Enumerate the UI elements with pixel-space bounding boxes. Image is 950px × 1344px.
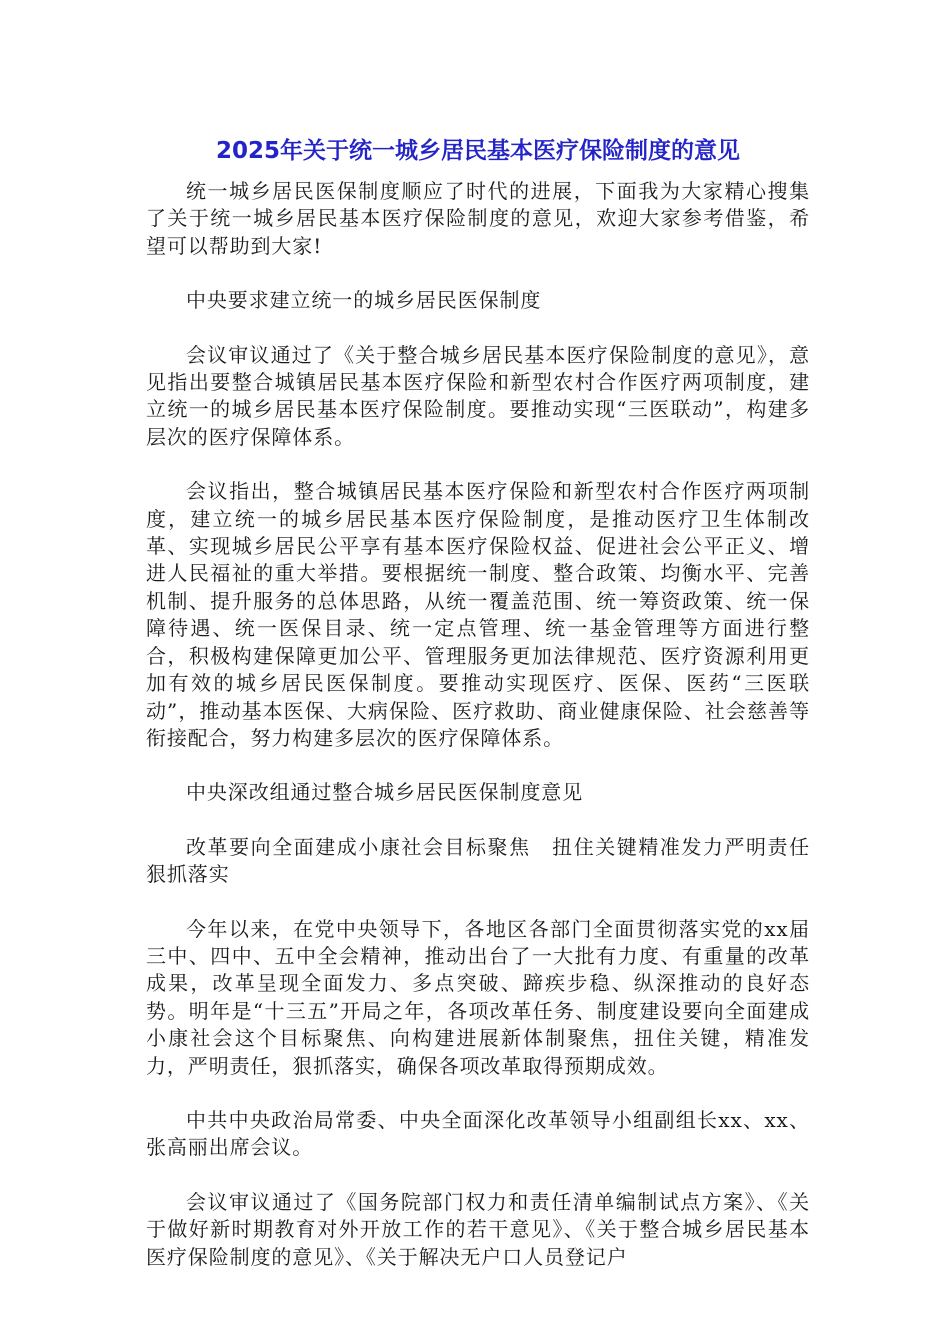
- paragraph-gap: [146, 260, 810, 287]
- document-page: [146, 132, 810, 1271]
- section-heading-1: 中央要求建立统一的城乡居民医保制度: [186, 288, 542, 313]
- paragraph-approved-documents: 会议审议通过了《国务院部门权力和责任清单编制试点方案》、《关于做好新时期教育对外开放工作的若干意见》、《关于整合城乡居民基本医疗保险制度的意见》、《关于解决无户口人员登记户: [146, 1189, 810, 1269]
- section-heading-2: 中央深改组通过整合城乡居民医保制度意见: [186, 780, 584, 805]
- paragraph-gap: [146, 1080, 810, 1107]
- paragraph-meeting-review: 会议审议通过了《关于整合城乡居民基本医疗保险制度的意见》，意见指出要整合城镇居民基本医疗保险和新型农村合作医疗两项制度，建立统一的城乡居民基本医疗保险制度。要推动实现“三医联动”，构建多层次的医疗保障体系。: [146, 342, 810, 449]
- paragraph-gap: [146, 315, 810, 342]
- paragraph-gap: [146, 807, 810, 834]
- paragraph-meeting-points: 会议指出，整合城镇居民基本医疗保险和新型农村合作医疗两项制度，建立统一的城乡居民基本医疗保险制度，是推动医疗卫生体制改革、实现城乡居民公平享有基本医疗保险权益、促进社会公平正义、增进人民福祉的重大举措。要根据统一制度、整合政策、均衡水平、完善机制、提升服务的总体思路，从统一覆盖范围、统一筹资政策、统一保障待遇、统一医保目录、统一定点管理、统一基金管理等方面进行整合，积极构建保障更加公平、管理服务更加法律规范、医疗资源利用更加有效的城乡居民医保制度。要推动实现医疗、医保、医药“三医联动”，推动基本医保、大病保险、医疗救助、商业健康保险、社会慈善等衔接配合，努力构建多层次的医疗保障体系。: [146, 479, 810, 750]
- document-title: 2025年关于统一城乡居民基本医疗保险制度的意见: [215, 138, 740, 164]
- paragraph-reform-progress: 今年以来，在党中央领导下，各地区各部门全面贯彻落实党的xx届三中、四中、五中全会精神，推动出台了一大批有力度、有重量的改革成果，改革呈现全面发力、多点突破、蹄疾步稳、纵深推动的良好态势。明年是“十三五”开局之年，各项改革任务、制度建设要向全面建成小康社会这个目标聚焦、向构建进展新体制聚焦，扭住关键，精准发力，严明责任，狠抓落实，确保各项改革取得预期成效。: [146, 916, 810, 1078]
- section-subheading: 改革要向全面建成小康社会目标聚焦 扭住关键精准发力严明责任狠抓落实: [146, 834, 810, 887]
- paragraph-gap: [146, 752, 810, 779]
- paragraph-gap: [146, 889, 810, 916]
- paragraph-gap: [146, 451, 810, 478]
- paragraph-attendees: 中共中央政治局常委、中央全面深化改革领导小组副组长xx、xx、张高丽出席会议。: [146, 1107, 810, 1160]
- paragraph-intro: 统一城乡居民医保制度顺应了时代的进展，下面我为大家精心搜集了关于统一城乡居民基本医疗保险制度的意见，欢迎大家参考借鉴，希望可以帮助到大家!: [146, 179, 810, 258]
- paragraph-gap: [146, 1162, 810, 1189]
